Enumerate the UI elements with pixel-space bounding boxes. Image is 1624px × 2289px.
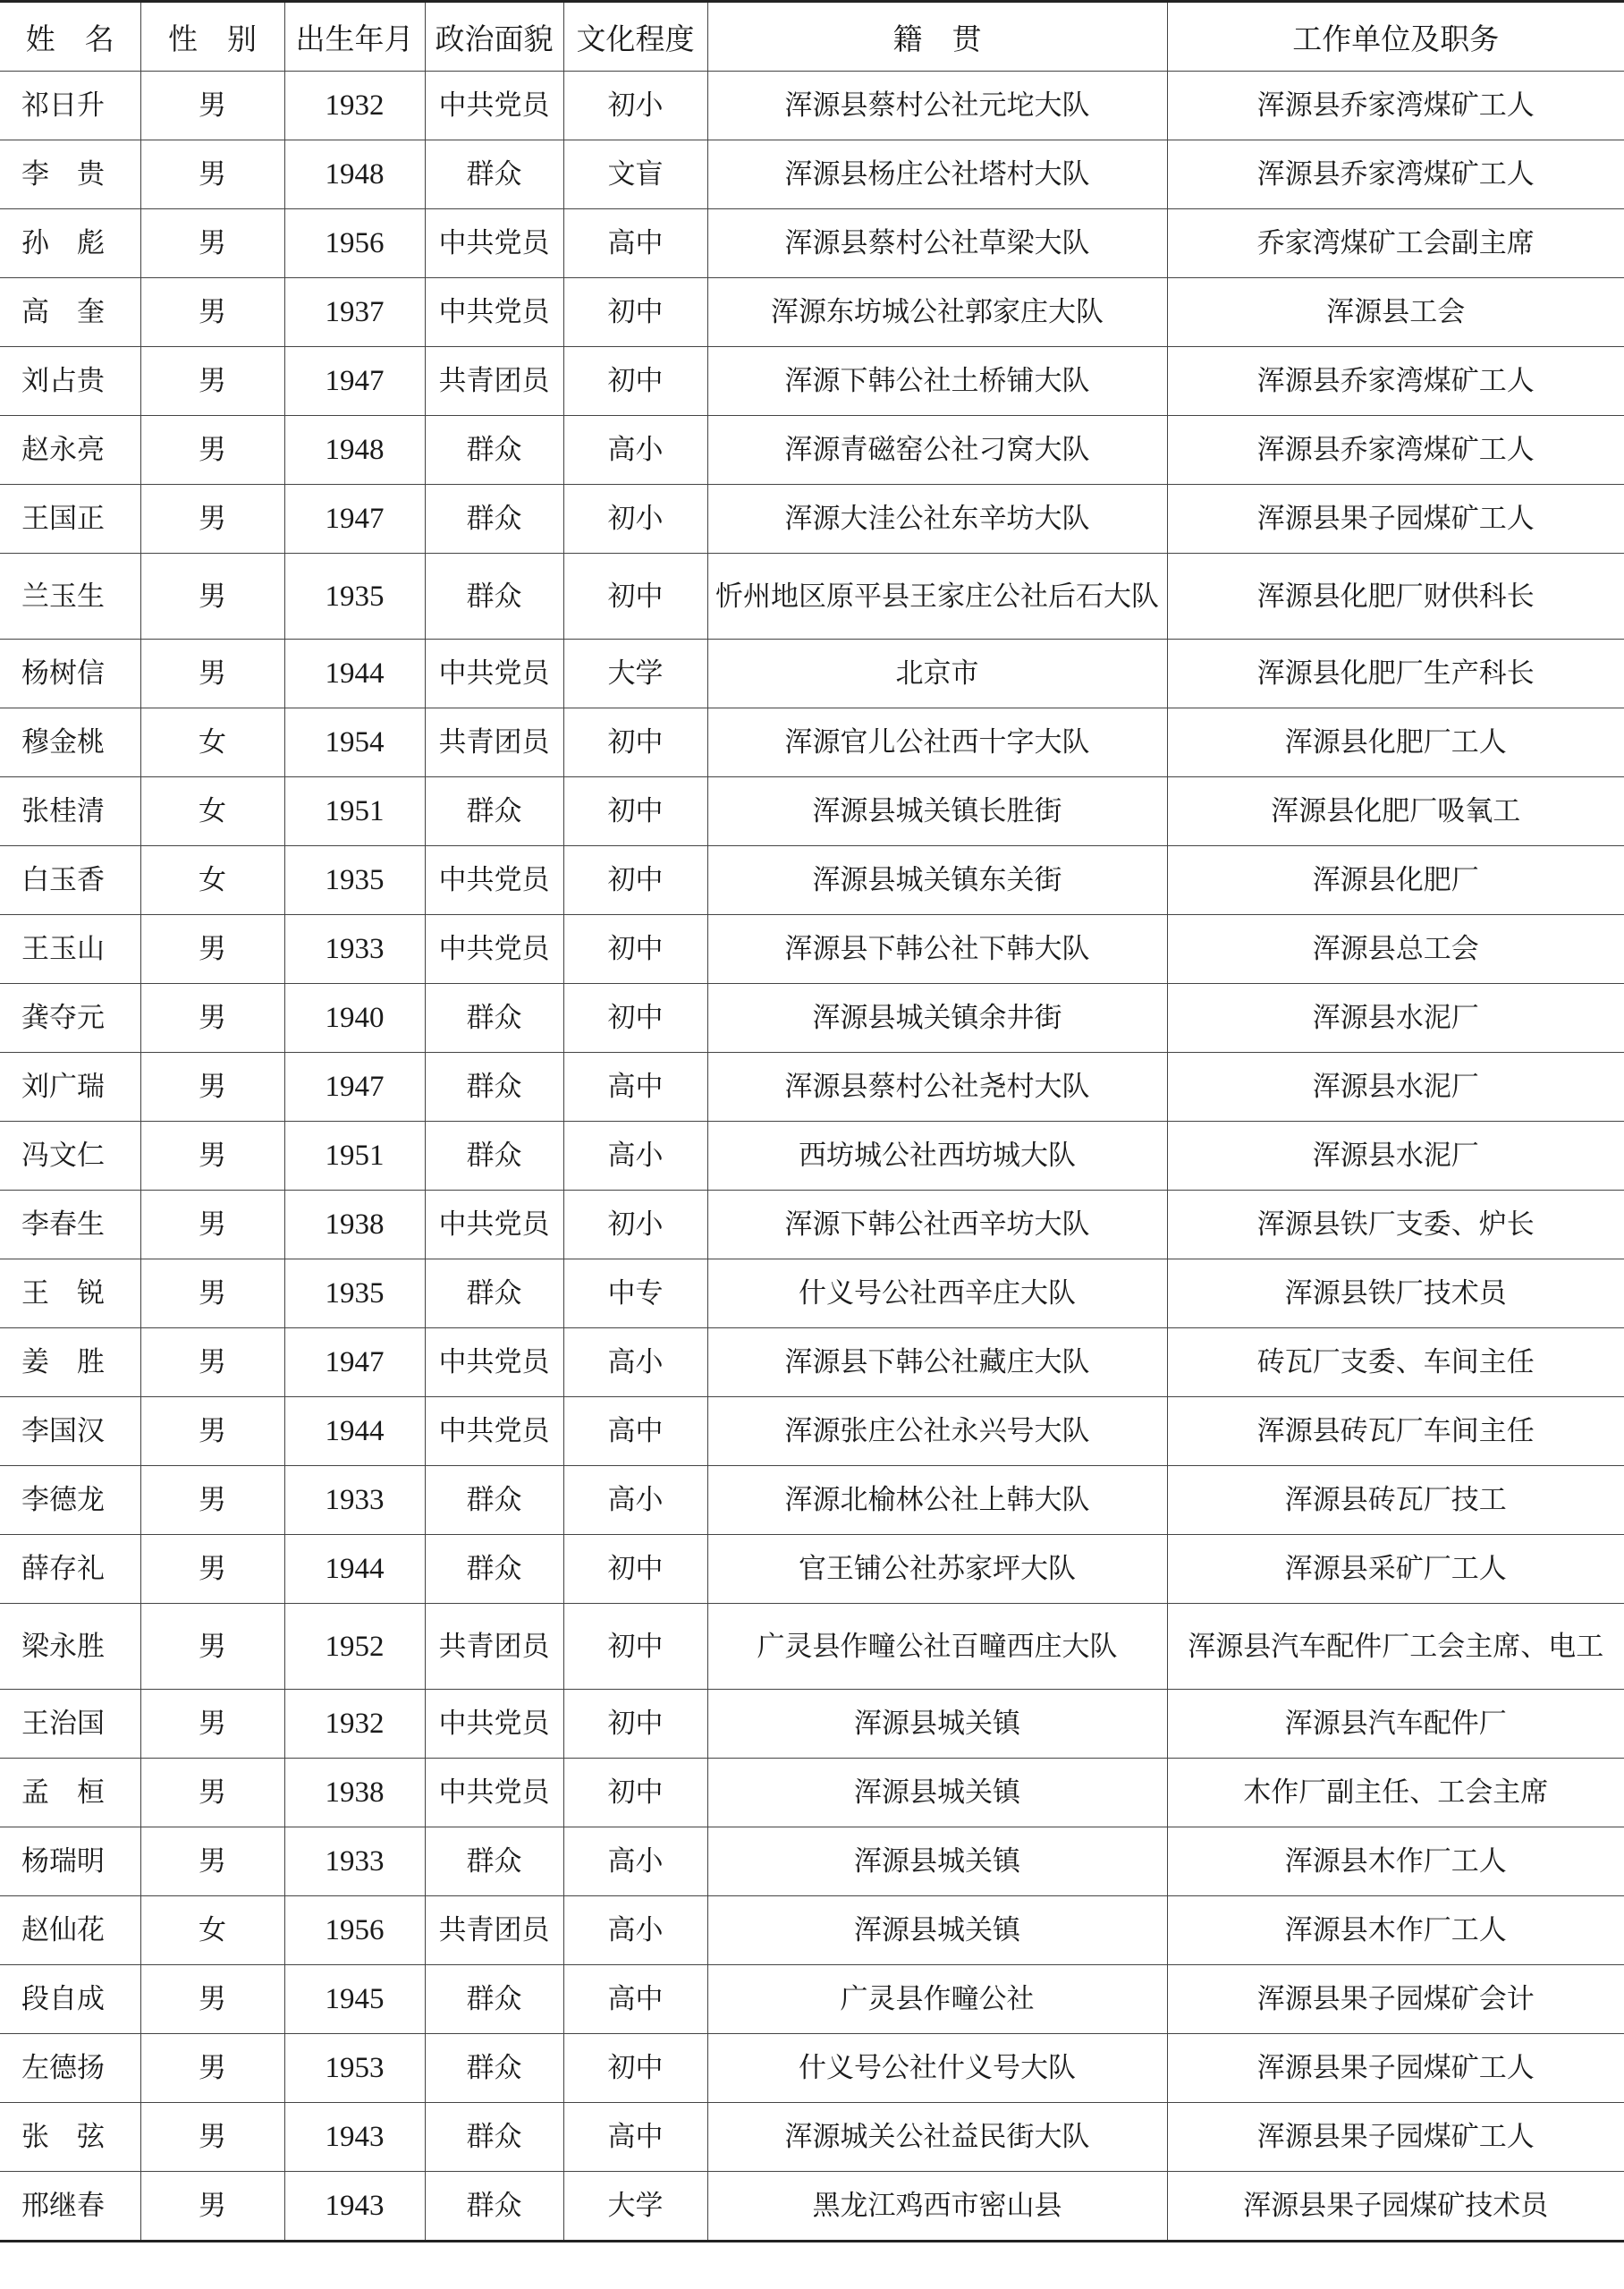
cell-gender: 男 (140, 416, 284, 485)
table-row (0, 140, 1624, 209)
cell-work-unit: 浑源县果子园煤矿会计 (1167, 1965, 1624, 2034)
cell-political-status: 中共党员 (425, 846, 563, 915)
cell-education: 高小 (563, 416, 707, 485)
cell-political-status: 群众 (425, 1965, 563, 2034)
table-row (0, 1896, 1624, 1965)
cell-work-unit: 砖瓦厂支委、车间主任 (1167, 1328, 1624, 1397)
cell-name: 李春生 (0, 1191, 140, 1259)
cell-work-unit: 浑源县化肥厂生产科长 (1167, 640, 1624, 708)
table-row (0, 1191, 1624, 1259)
table-row (0, 278, 1624, 347)
cell-education: 初中 (563, 278, 707, 347)
cell-native-place: 浑源青磁窑公社刁窝大队 (707, 416, 1167, 485)
cell-work-unit: 浑源县果子园煤矿技术员 (1167, 2172, 1624, 2242)
cell-education: 高小 (563, 1122, 707, 1191)
cell-gender: 女 (140, 777, 284, 846)
table-row (0, 347, 1624, 416)
cell-native-place: 浑源县城关镇东关街 (707, 846, 1167, 915)
cell-work-unit: 浑源县乔家湾煤矿工人 (1167, 347, 1624, 416)
cell-work-unit: 浑源县铁厂技术员 (1167, 1259, 1624, 1328)
cell-native-place: 浑源县城关镇余井街 (707, 984, 1167, 1053)
cell-native-place: 浑源县城关镇长胜街 (707, 777, 1167, 846)
cell-name: 张 弦 (0, 2103, 140, 2172)
cell-political-status: 中共党员 (425, 209, 563, 278)
cell-education: 高小 (563, 1466, 707, 1535)
table-row (0, 1466, 1624, 1535)
cell-political-status: 群众 (425, 1535, 563, 1604)
cell-native-place: 什义号公社什义号大队 (707, 2034, 1167, 2103)
cell-native-place: 浑源县蔡村公社草梁大队 (707, 209, 1167, 278)
cell-name: 李国汉 (0, 1397, 140, 1466)
cell-work-unit: 浑源县果子园煤矿工人 (1167, 2034, 1624, 2103)
cell-political-status: 中共党员 (425, 1191, 563, 1259)
cell-native-place: 浑源大洼公社东辛坊大队 (707, 485, 1167, 554)
cell-name: 刘占贵 (0, 347, 140, 416)
cell-name: 王玉山 (0, 915, 140, 984)
cell-birth-year: 1944 (284, 1535, 425, 1604)
header-native-place: 籍 贯 (707, 2, 1167, 72)
cell-political-status: 群众 (425, 554, 563, 640)
cell-education: 中专 (563, 1259, 707, 1328)
cell-native-place: 浑源县蔡村公社尧村大队 (707, 1053, 1167, 1122)
table-row (0, 2172, 1624, 2242)
table-row (0, 1053, 1624, 1122)
cell-education: 初中 (563, 347, 707, 416)
cell-education: 高小 (563, 1827, 707, 1896)
cell-work-unit: 浑源县铁厂支委、炉长 (1167, 1191, 1624, 1259)
header-birth: 出生年月 (284, 2, 425, 72)
table-row (0, 1604, 1624, 1690)
cell-birth-year: 1951 (284, 777, 425, 846)
cell-name: 白玉香 (0, 846, 140, 915)
cell-name: 龚夺元 (0, 984, 140, 1053)
cell-native-place: 浑源县下韩公社下韩大队 (707, 915, 1167, 984)
cell-work-unit: 浑源县总工会 (1167, 915, 1624, 984)
cell-education: 大学 (563, 640, 707, 708)
cell-name: 孟 桓 (0, 1759, 140, 1827)
table-row (0, 2103, 1624, 2172)
cell-birth-year: 1937 (284, 278, 425, 347)
cell-native-place: 忻州地区原平县王家庄公社后石大队 (707, 554, 1167, 640)
cell-name: 兰玉生 (0, 554, 140, 640)
cell-political-status: 共青团员 (425, 347, 563, 416)
table-row (0, 1690, 1624, 1759)
cell-gender: 男 (140, 1191, 284, 1259)
cell-gender: 男 (140, 278, 284, 347)
cell-gender: 男 (140, 140, 284, 209)
cell-education: 初小 (563, 1191, 707, 1259)
cell-gender: 男 (140, 1328, 284, 1397)
cell-work-unit: 浑源县化肥厂 (1167, 846, 1624, 915)
cell-political-status: 群众 (425, 140, 563, 209)
table-row (0, 984, 1624, 1053)
cell-work-unit: 浑源县汽车配件厂工会主席、电工 (1167, 1604, 1624, 1690)
cell-name: 冯文仁 (0, 1122, 140, 1191)
cell-work-unit: 浑源县果子园煤矿工人 (1167, 485, 1624, 554)
cell-birth-year: 1938 (284, 1759, 425, 1827)
cell-political-status: 中共党员 (425, 1690, 563, 1759)
cell-birth-year: 1947 (284, 1328, 425, 1397)
cell-work-unit: 浑源县果子园煤矿工人 (1167, 2103, 1624, 2172)
cell-birth-year: 1935 (284, 846, 425, 915)
cell-education: 高中 (563, 1965, 707, 2034)
cell-gender: 男 (140, 1604, 284, 1690)
cell-education: 高中 (563, 209, 707, 278)
cell-political-status: 群众 (425, 2103, 563, 2172)
table-body (0, 72, 1624, 2242)
cell-birth-year: 1947 (284, 1053, 425, 1122)
cell-name: 杨瑞明 (0, 1827, 140, 1896)
header-work-unit: 工作单位及职务 (1167, 2, 1624, 72)
cell-native-place: 浑源县蔡村公社元坨大队 (707, 72, 1167, 140)
cell-work-unit: 浑源县工会 (1167, 278, 1624, 347)
cell-work-unit: 浑源县化肥厂吸氧工 (1167, 777, 1624, 846)
cell-birth-year: 1935 (284, 554, 425, 640)
cell-name: 刘广瑞 (0, 1053, 140, 1122)
cell-political-status: 群众 (425, 2034, 563, 2103)
cell-education: 初中 (563, 1535, 707, 1604)
cell-work-unit: 浑源县砖瓦厂车间主任 (1167, 1397, 1624, 1466)
cell-gender: 女 (140, 1896, 284, 1965)
cell-education: 高小 (563, 1896, 707, 1965)
cell-birth-year: 1948 (284, 140, 425, 209)
cell-gender: 男 (140, 1827, 284, 1896)
table-row (0, 915, 1624, 984)
cell-birth-year: 1943 (284, 2103, 425, 2172)
cell-gender: 男 (140, 1759, 284, 1827)
cell-birth-year: 1933 (284, 1827, 425, 1896)
cell-birth-year: 1948 (284, 416, 425, 485)
cell-political-status: 群众 (425, 1259, 563, 1328)
cell-work-unit: 浑源县化肥厂财供科长 (1167, 554, 1624, 640)
cell-political-status: 群众 (425, 1053, 563, 1122)
cell-political-status: 中共党员 (425, 1328, 563, 1397)
cell-native-place: 浑源县杨庄公社塔村大队 (707, 140, 1167, 209)
header-row (0, 2, 1624, 72)
cell-political-status: 共青团员 (425, 1896, 563, 1965)
cell-birth-year: 1933 (284, 1466, 425, 1535)
header-gender: 性 别 (140, 2, 284, 72)
cell-birth-year: 1945 (284, 1965, 425, 2034)
cell-gender: 男 (140, 1122, 284, 1191)
cell-native-place: 浑源官儿公社西十字大队 (707, 708, 1167, 777)
cell-birth-year: 1956 (284, 1896, 425, 1965)
cell-political-status: 群众 (425, 1122, 563, 1191)
cell-native-place: 浑源县城关镇 (707, 1759, 1167, 1827)
cell-native-place: 浑源下韩公社土桥铺大队 (707, 347, 1167, 416)
table-row (0, 1397, 1624, 1466)
header-politics: 政治面貌 (425, 2, 563, 72)
table-row (0, 554, 1624, 640)
cell-education: 初中 (563, 2034, 707, 2103)
cell-education: 初中 (563, 554, 707, 640)
cell-political-status: 中共党员 (425, 915, 563, 984)
cell-name: 梁永胜 (0, 1604, 140, 1690)
cell-native-place: 浑源县城关镇 (707, 1827, 1167, 1896)
cell-name: 姜 胜 (0, 1328, 140, 1397)
cell-native-place: 官王铺公社苏家坪大队 (707, 1535, 1167, 1604)
cell-birth-year: 1952 (284, 1604, 425, 1690)
cell-name: 张桂清 (0, 777, 140, 846)
cell-gender: 男 (140, 640, 284, 708)
cell-name: 薛存礼 (0, 1535, 140, 1604)
table-row (0, 1535, 1624, 1604)
cell-name: 祁日升 (0, 72, 140, 140)
cell-gender: 男 (140, 2034, 284, 2103)
cell-education: 高小 (563, 1328, 707, 1397)
cell-gender: 男 (140, 485, 284, 554)
cell-name: 王治国 (0, 1690, 140, 1759)
cell-education: 初中 (563, 1604, 707, 1690)
table-row (0, 1759, 1624, 1827)
cell-gender: 男 (140, 915, 284, 984)
table-header (0, 2, 1624, 72)
header-name: 姓 名 (0, 2, 140, 72)
cell-birth-year: 1932 (284, 1690, 425, 1759)
cell-native-place: 什义号公社西辛庄大队 (707, 1259, 1167, 1328)
cell-gender: 女 (140, 708, 284, 777)
cell-birth-year: 1951 (284, 1122, 425, 1191)
cell-education: 初中 (563, 915, 707, 984)
cell-birth-year: 1956 (284, 209, 425, 278)
cell-name: 王 锐 (0, 1259, 140, 1328)
cell-name: 杨树信 (0, 640, 140, 708)
cell-native-place: 广灵县作疃公社 (707, 1965, 1167, 2034)
cell-work-unit: 浑源县水泥厂 (1167, 1122, 1624, 1191)
cell-gender: 男 (140, 1466, 284, 1535)
cell-birth-year: 1944 (284, 640, 425, 708)
table-row (0, 708, 1624, 777)
cell-name: 段自成 (0, 1965, 140, 2034)
header-education: 文化程度 (563, 2, 707, 72)
cell-work-unit: 浑源县化肥厂工人 (1167, 708, 1624, 777)
cell-birth-year: 1953 (284, 2034, 425, 2103)
cell-native-place: 西坊城公社西坊城大队 (707, 1122, 1167, 1191)
cell-gender: 男 (140, 209, 284, 278)
cell-native-place: 黑龙江鸡西市密山县 (707, 2172, 1167, 2242)
cell-education: 高中 (563, 1053, 707, 1122)
cell-political-status: 群众 (425, 1466, 563, 1535)
cell-name: 赵仙花 (0, 1896, 140, 1965)
cell-work-unit: 浑源县砖瓦厂技工 (1167, 1466, 1624, 1535)
cell-birth-year: 1943 (284, 2172, 425, 2242)
cell-native-place: 浑源城关公社益民街大队 (707, 2103, 1167, 2172)
cell-native-place: 北京市 (707, 640, 1167, 708)
table-row (0, 72, 1624, 140)
table-row (0, 1122, 1624, 1191)
cell-name: 邢继春 (0, 2172, 140, 2242)
cell-education: 初中 (563, 1690, 707, 1759)
cell-name: 王国正 (0, 485, 140, 554)
cell-name: 穆金桃 (0, 708, 140, 777)
cell-education: 初小 (563, 485, 707, 554)
cell-education: 高中 (563, 1397, 707, 1466)
cell-gender: 男 (140, 2172, 284, 2242)
cell-name: 左德扬 (0, 2034, 140, 2103)
cell-birth-year: 1935 (284, 1259, 425, 1328)
cell-political-status: 中共党员 (425, 1397, 563, 1466)
cell-birth-year: 1947 (284, 347, 425, 416)
cell-gender: 男 (140, 1259, 284, 1328)
cell-gender: 男 (140, 1053, 284, 1122)
cell-education: 文盲 (563, 140, 707, 209)
cell-work-unit: 浑源县木作厂工人 (1167, 1896, 1624, 1965)
cell-political-status: 中共党员 (425, 1759, 563, 1827)
cell-political-status: 群众 (425, 485, 563, 554)
cell-birth-year: 1947 (284, 485, 425, 554)
table-row (0, 846, 1624, 915)
cell-native-place: 浑源张庄公社永兴号大队 (707, 1397, 1167, 1466)
cell-name: 高 奎 (0, 278, 140, 347)
table-row (0, 1328, 1624, 1397)
cell-gender: 男 (140, 1690, 284, 1759)
cell-political-status: 群众 (425, 416, 563, 485)
cell-gender: 男 (140, 2103, 284, 2172)
cell-political-status: 群众 (425, 984, 563, 1053)
cell-work-unit: 浑源县木作厂工人 (1167, 1827, 1624, 1896)
cell-native-place: 浑源北榆林公社上韩大队 (707, 1466, 1167, 1535)
cell-education: 大学 (563, 2172, 707, 2242)
cell-work-unit: 浑源县水泥厂 (1167, 1053, 1624, 1122)
table-row (0, 485, 1624, 554)
cell-native-place: 浑源县城关镇 (707, 1896, 1167, 1965)
cell-education: 初小 (563, 72, 707, 140)
cell-political-status: 群众 (425, 2172, 563, 2242)
cell-work-unit: 浑源县乔家湾煤矿工人 (1167, 140, 1624, 209)
table-row (0, 209, 1624, 278)
cell-gender: 男 (140, 984, 284, 1053)
cell-birth-year: 1933 (284, 915, 425, 984)
cell-political-status: 中共党员 (425, 278, 563, 347)
cell-native-place: 浑源县城关镇 (707, 1690, 1167, 1759)
cell-education: 高中 (563, 2103, 707, 2172)
table-row (0, 1259, 1624, 1328)
cell-name: 赵永亮 (0, 416, 140, 485)
cell-education: 初中 (563, 777, 707, 846)
cell-birth-year: 1938 (284, 1191, 425, 1259)
cell-name: 李德龙 (0, 1466, 140, 1535)
cell-gender: 男 (140, 72, 284, 140)
table-row (0, 640, 1624, 708)
cell-political-status: 群众 (425, 1827, 563, 1896)
cell-native-place: 浑源县下韩公社藏庄大队 (707, 1328, 1167, 1397)
cell-birth-year: 1940 (284, 984, 425, 1053)
cell-native-place: 浑源东坊城公社郭家庄大队 (707, 278, 1167, 347)
cell-gender: 女 (140, 846, 284, 915)
cell-education: 初中 (563, 708, 707, 777)
cell-work-unit: 浑源县乔家湾煤矿工人 (1167, 72, 1624, 140)
table-row (0, 777, 1624, 846)
cell-name: 孙 彪 (0, 209, 140, 278)
table-row (0, 2034, 1624, 2103)
cell-gender: 男 (140, 1965, 284, 2034)
cell-birth-year: 1932 (284, 72, 425, 140)
cell-political-status: 共青团员 (425, 708, 563, 777)
cell-native-place: 广灵县作疃公社百疃西庄大队 (707, 1604, 1167, 1690)
cell-work-unit: 浑源县水泥厂 (1167, 984, 1624, 1053)
table-row (0, 416, 1624, 485)
table-row (0, 1827, 1624, 1896)
cell-gender: 男 (140, 554, 284, 640)
cell-work-unit: 浑源县汽车配件厂 (1167, 1690, 1624, 1759)
cell-gender: 男 (140, 1397, 284, 1466)
cell-work-unit: 浑源县乔家湾煤矿工人 (1167, 416, 1624, 485)
cell-work-unit: 木作厂副主任、工会主席 (1167, 1759, 1624, 1827)
cell-education: 初中 (563, 984, 707, 1053)
cell-birth-year: 1954 (284, 708, 425, 777)
cell-work-unit: 乔家湾煤矿工会副主席 (1167, 209, 1624, 278)
cell-political-status: 中共党员 (425, 640, 563, 708)
cell-birth-year: 1944 (284, 1397, 425, 1466)
table-row (0, 1965, 1624, 2034)
cell-education: 初中 (563, 1759, 707, 1827)
cell-education: 初中 (563, 846, 707, 915)
cell-native-place: 浑源下韩公社西辛坊大队 (707, 1191, 1167, 1259)
cell-name: 李 贵 (0, 140, 140, 209)
cell-work-unit: 浑源县采矿厂工人 (1167, 1535, 1624, 1604)
cell-political-status: 共青团员 (425, 1604, 563, 1690)
cell-gender: 男 (140, 347, 284, 416)
cell-political-status: 中共党员 (425, 72, 563, 140)
cell-political-status: 群众 (425, 777, 563, 846)
cell-gender: 男 (140, 1535, 284, 1604)
